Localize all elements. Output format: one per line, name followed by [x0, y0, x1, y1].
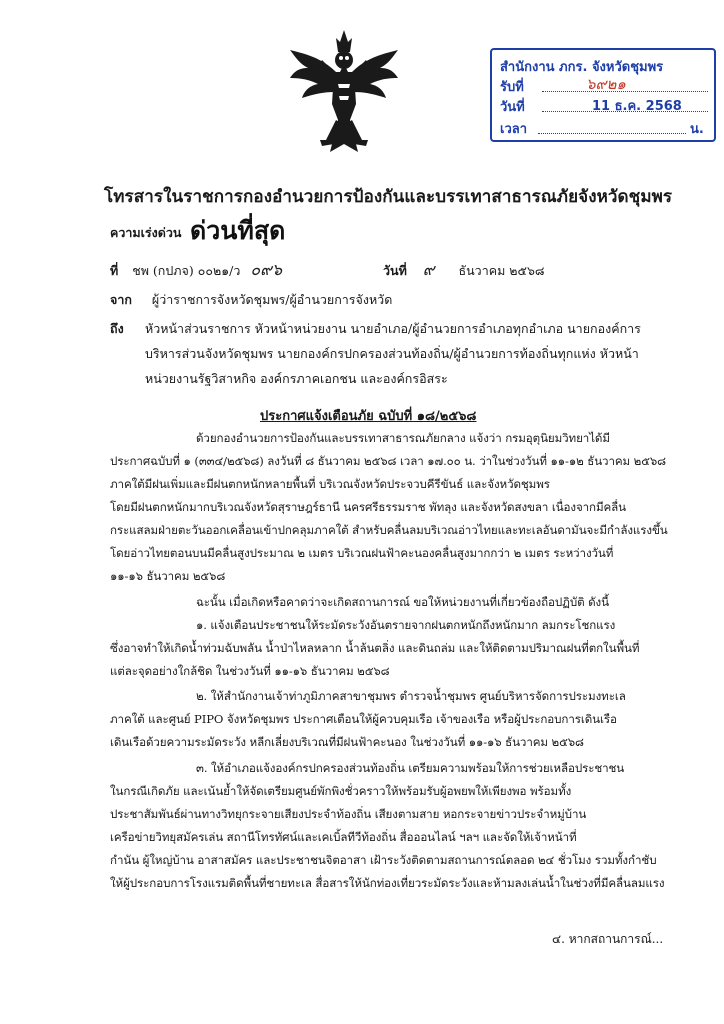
body-line: ๑๑-๑๖ ธันวาคม ๒๕๖๘ [110, 569, 226, 583]
stamp-time-label: เวลา [500, 122, 528, 137]
body-line: ในกรณีเกิดภัย และเน้นย้ำให้จัดเตรียมศูนย์พักพิงชั่วคราวให้พร้อมรับผู้อพยพให้เพียงพอ พร้อมทั้ง [110, 784, 572, 798]
body-line: กระแสลมฝ่ายตะวันออกเคลื่อนเข้าปกคลุมภาคใต้ สำหรับคลื่นลมบริเวณอ่าวไทยและทะเลอันดามันจะมีกำลังแรงขึ้น [110, 523, 668, 537]
body-line: เดินเรือด้วยความระมัดระวัง หลีกเลี่ยงบริเวณที่มีฝนฟ้าคะนอง ในช่วงวันที่ ๑๑-๑๖ ธันวาคม ๒๕๖๘ [110, 735, 584, 749]
garuda-emblem-icon [286, 28, 402, 158]
date-rest: ธันวาคม ๒๕๖๘ [458, 263, 545, 278]
body-line: ประชาสัมพันธ์ผ่านทางวิทยุกระจายเสียงประจำท้องถิ่น เสียงตามสาย หอกระจายข่าวประจำหมู่บ้าน [110, 807, 587, 821]
body-line: แต่ละจุดอย่างใกล้ชิด ในช่วงวันที่ ๑๑-๑๖ ธันวาคม ๒๕๖๘ [110, 664, 390, 678]
body-line: ๑. แจ้งเตือนประชาชนให้ระมัดระวังอันตรายจากฝนตกหนักถึงหนักมาก ลมกระโชกแรง [196, 618, 616, 632]
receiving-stamp [490, 48, 716, 142]
to-line-3: หน่วยงานรัฐวิสาหกิจ องค์กรภาคเอกชน และองค์กรอิสระ [145, 371, 448, 386]
announcement-title: ประกาศแจ้งเตือนภัย ฉบับที่ ๑๘/๒๕๖๘ [260, 409, 477, 424]
ref-number: ๐๙๖ [250, 260, 283, 279]
date-line [383, 258, 545, 283]
ref-label: ที่ [110, 263, 119, 278]
stamp-date-label: วันที่ [500, 100, 525, 115]
ref-value: ชพ (กปภจ) ๐๐๒๑/ว [132, 263, 241, 278]
body-line: ด้วยกองอำนวยการป้องกันและบรรเทาสาธารณภัยกลาง แจ้งว่า กรมอุตุนิยมวิทยาได้มี [196, 431, 610, 445]
body-line: ประกาศฉบับที่ ๑ (๓๓๔/๒๕๖๘) ลงวันที่ ๘ ธันวาคม ๒๕๖๘ เวลา ๑๗.๐๐ น. ว่าในช่วงวันที่ ๑๑-๑๒ ธันวาคม ๒๕๖๘ [110, 454, 666, 468]
to-label: ถึง [110, 321, 124, 336]
body-line: ภาคใต้มีฝนเพิ่มและมีฝนตกหนักหลายพื้นที่ บริเวณจังหวัดประจวบคีรีขันธ์ และจังหวัดชุมพร [110, 477, 550, 491]
body-line: เครือข่ายวิทยุสมัครเล่น สถานีโทรทัศน์และเคเบิ้ลทีวีท้องถิ่น สื่อออนไลน์ ฯลฯ และจัดให้เจ้าหน้าที่ [110, 830, 577, 844]
body-line: โดยมีฝนตกหนักมากบริเวณจังหวัดสุราษฎร์ธานี นครศรีธรรมราช พัทลุง และจังหวัดสงขลา เนื่องจากมีคลื่น [110, 500, 626, 514]
body-line: ซึ่งอาจทำให้เกิดน้ำท่วมฉับพลัน น้ำป่าไหลหลาก น้ำล้นตลิ่ง และดินถล่ม และให้ติดตามปริมาณฝนที่ตกในพื้นที่ [110, 641, 640, 655]
urgency-value: ด่วนที่สุด [190, 216, 286, 245]
reference-line [110, 258, 282, 283]
date-label: วันที่ [383, 263, 407, 278]
to-line-1: หัวหน้าส่วนราชการ หัวหน้าหน่วยงาน นายอำเภอ/ผู้อำนวยการอำเภอทุกอำเภอ นายกองค์การ [145, 321, 641, 336]
from-value: ผู้ว่าราชการจังหวัดชุมพร/ผู้อำนวยการจังหวัด [151, 292, 393, 307]
stamp-office: สำนักงาน ภกร. จังหวัดชุมพร [500, 60, 664, 75]
continuation-note: ๔. หากสถานการณ์... [552, 932, 664, 946]
date-day: ๙ [422, 260, 435, 279]
from-line [110, 290, 392, 310]
document-title: โทรสารในราชการกองอำนวยการป้องกันและบรรเทาสาธารณภัยจังหวัดชุมพร [104, 187, 673, 207]
body-line: ภาคใต้ และศูนย์ PIPO จังหวัดชุมพร ประกาศเตือนให้ผู้ควบคุมเรือ เจ้าของเรือ หรือผู้ประกอบการเดินเรือ [110, 712, 617, 726]
stamp-number-label: รับที่ [500, 80, 524, 95]
body-line: ๓. ให้อำเภอแจ้งองค์กรปกครองส่วนท้องถิ่น เตรียมความพร้อมให้การช่วยเหลือประชาชน [196, 761, 625, 775]
urgency-label: ความเร่งด่วน [110, 225, 182, 240]
stamp-date-value: 11 ธ.ค. 2568 [592, 99, 682, 114]
body-line: กำนัน ผู้ใหญ่บ้าน อาสาสมัคร และประชาชนจิตอาสา เฝ้าระวังติดตามสถานการณ์ตลอด ๒๔ ชั่วโมง รวมทั้งกำชับ [110, 853, 657, 867]
body-line: ๒. ให้สำนักงานเจ้าท่าภูมิภาคสาขาชุมพร ตำรวจน้ำชุมพร ศูนย์บริหารจัดการประมงทะเล [196, 689, 626, 703]
from-label: จาก [110, 292, 132, 307]
body-line: ให้ผู้ประกอบการโรงแรมติดพื้นที่ชายทะเล สื่อสารให้นักท่องเที่ยวระมัดระวังและห้ามลงเล่นน้ำในช่วงที่มีคลื่นลมแรง [110, 876, 665, 890]
body-line: ฉะนั้น เมื่อเกิดหรือคาดว่าจะเกิดสถานการณ์ ขอให้หน่วยงานที่เกี่ยวข้องถือปฏิบัติ ดังนี้ [196, 595, 609, 609]
to-line-2: บริหารส่วนจังหวัดชุมพร นายกองค์กรปกครองส่วนท้องถิ่น/ผู้อำนวยการท้องถิ่นทุกแห่ง หัวหน้า [145, 346, 639, 361]
stamp-number-value: ๖๙๒๑ [586, 75, 626, 93]
body-line: โดยอ่าวไทยตอนบนมีคลื่นสูงประมาณ ๒ เมตร บริเวณฝนฟ้าคะนองคลื่นสูงมากกว่า ๒ เมตร ระหว่างวันที่ [110, 546, 614, 560]
stamp-time-suffix: น. [690, 122, 704, 137]
